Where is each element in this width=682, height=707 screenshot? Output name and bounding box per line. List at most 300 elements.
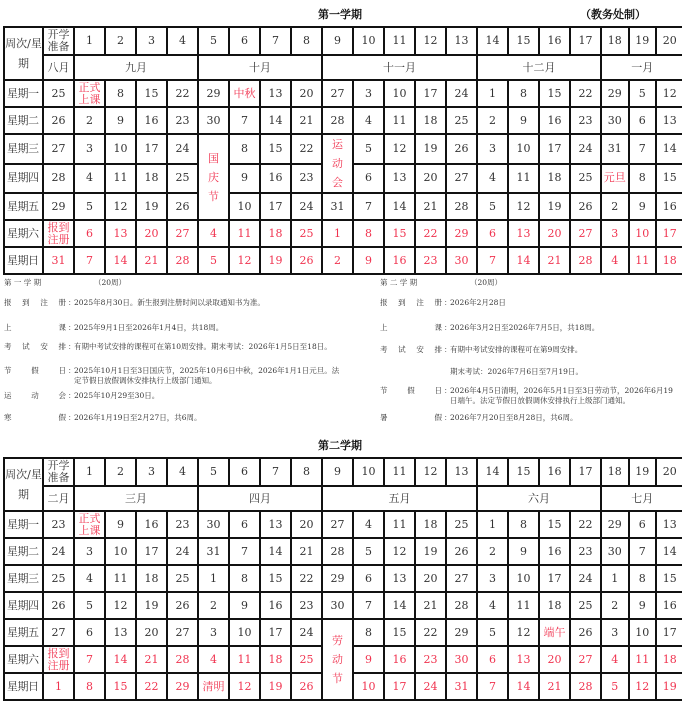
- date-cell: 6: [477, 646, 508, 673]
- date-cell: 13: [384, 164, 415, 194]
- holiday-cell: [229, 80, 260, 107]
- date-cell: 18: [136, 565, 167, 592]
- date-cell: 19: [415, 134, 446, 164]
- date-cell: 4: [74, 565, 105, 592]
- date-cell: 7: [74, 646, 105, 673]
- week-number: 3: [136, 458, 167, 486]
- holiday-cell: [198, 673, 229, 700]
- date-cell: 30: [198, 107, 229, 134]
- date-cell: 18: [415, 107, 446, 134]
- week-number: 16: [539, 27, 570, 55]
- date-cell: 11: [384, 107, 415, 134]
- date-cell: 15: [384, 619, 415, 646]
- note-row: [380, 413, 678, 423]
- date-cell: 13: [260, 511, 291, 538]
- event-cell: 报到注册: [43, 220, 74, 247]
- date-cell: 31: [446, 673, 477, 700]
- note-value: 期末考试：2026年7月6日至7月19日。: [450, 367, 583, 376]
- note-label: 上课: [380, 323, 442, 332]
- date-cell: 19: [136, 592, 167, 619]
- week-number: 17: [570, 27, 601, 55]
- notes-heading: [4, 278, 344, 288]
- date-cell: 23: [167, 511, 198, 538]
- date-cell: 24: [570, 565, 601, 592]
- date-cell: 9: [105, 107, 136, 134]
- date-cell: 21: [415, 193, 446, 220]
- date-cell: 19: [539, 193, 570, 220]
- week-number: 8: [291, 27, 322, 55]
- week-number: 2: [105, 27, 136, 55]
- date-cell: 30: [601, 538, 629, 565]
- note-row: [380, 323, 678, 333]
- date-cell: 4: [353, 511, 384, 538]
- date-cell: 15: [539, 511, 570, 538]
- note-label: 考试安排: [380, 345, 442, 354]
- date-cell: 14: [105, 646, 136, 673]
- date-cell: 22: [167, 80, 198, 107]
- date-cell: 14: [260, 538, 291, 565]
- date-cell: 5: [477, 193, 508, 220]
- date-cell: 23: [43, 511, 74, 538]
- date-cell: 18: [656, 646, 682, 673]
- date-cell: 21: [136, 646, 167, 673]
- date-cell: 5: [477, 619, 508, 646]
- date-cell: 12: [229, 673, 260, 700]
- week-number: 7: [260, 458, 291, 486]
- date-cell: 26: [291, 673, 322, 700]
- date-cell: 10: [229, 193, 260, 220]
- date-cell: 31: [322, 193, 353, 220]
- week-number: 1: [74, 458, 105, 486]
- date-cell: 4: [353, 107, 384, 134]
- date-cell: 3: [601, 619, 629, 646]
- notes-heading: [380, 278, 682, 288]
- holiday-cell: [539, 619, 570, 646]
- date-cell: 28: [570, 247, 601, 274]
- date-cell: 6: [353, 164, 384, 194]
- date-cell: 26: [570, 193, 601, 220]
- date-cell: 8: [629, 565, 657, 592]
- holiday-label: 运动会: [332, 138, 343, 189]
- note-label: 运动会: [4, 391, 66, 400]
- date-cell: 23: [291, 164, 322, 194]
- week-number: 18: [601, 458, 629, 486]
- week-number: 9: [322, 458, 353, 486]
- weekday-label: 星期三: [4, 134, 43, 164]
- date-cell: 12: [629, 673, 657, 700]
- date-cell: 16: [260, 164, 291, 194]
- weekday-label: 星期一: [4, 80, 43, 107]
- holiday-label: 元旦: [603, 171, 626, 185]
- date-cell: 3: [198, 619, 229, 646]
- date-cell: 12: [508, 193, 539, 220]
- date-cell: 10: [353, 673, 384, 700]
- date-cell: 10: [105, 134, 136, 164]
- semester2-calendar-table: [3, 457, 682, 701]
- holiday-cell: [322, 619, 353, 700]
- date-cell: 7: [629, 538, 657, 565]
- date-cell: 3: [74, 134, 105, 164]
- day-row: [4, 107, 682, 134]
- date-cell: 6: [229, 511, 260, 538]
- date-cell: 27: [43, 134, 74, 164]
- date-cell: 23: [415, 247, 446, 274]
- note-value: 2025年10月29至30日。: [74, 391, 160, 400]
- date-cell: 7: [353, 193, 384, 220]
- date-cell: 13: [105, 619, 136, 646]
- date-cell: 29: [446, 220, 477, 247]
- date-cell: 28: [167, 247, 198, 274]
- note-value: 2025年10月1日至3日国庆节，2025年10月6日中秋，2026年1月1日元旦。法定节假日放假调休安排执行上级部门通知。: [74, 366, 340, 385]
- date-cell: 26: [446, 538, 477, 565]
- weekday-label: 星期一: [4, 511, 43, 538]
- date-cell: 5: [353, 134, 384, 164]
- date-cell: 29: [167, 673, 198, 700]
- date-cell: 18: [260, 646, 291, 673]
- date-cell: 22: [570, 511, 601, 538]
- weekday-label: 星期二: [4, 107, 43, 134]
- weekday-label: 星期四: [4, 164, 43, 194]
- date-cell: 25: [291, 646, 322, 673]
- date-cell: 20: [136, 220, 167, 247]
- semester1-notes: [4, 278, 344, 428]
- date-cell: 29: [601, 80, 629, 107]
- day-row: [4, 511, 682, 538]
- week-number: 8: [291, 458, 322, 486]
- date-cell: 20: [291, 511, 322, 538]
- date-cell: 28: [446, 193, 477, 220]
- semester-name: 第 二 学 期: [380, 278, 418, 287]
- week-number: 2: [105, 458, 136, 486]
- date-cell: 16: [656, 193, 682, 220]
- weekday-label: 星期六: [4, 646, 43, 673]
- day-row: [4, 538, 682, 565]
- date-cell: 17: [260, 193, 291, 220]
- semester1-title: 第一学期: [318, 8, 362, 21]
- date-cell: 29: [198, 80, 229, 107]
- date-cell: 17: [260, 619, 291, 646]
- date-cell: 17: [656, 220, 682, 247]
- date-cell: 17: [136, 538, 167, 565]
- date-cell: 15: [384, 220, 415, 247]
- note-colon: ：: [444, 413, 452, 422]
- date-cell: 4: [601, 247, 629, 274]
- month-label: 十月: [198, 55, 322, 80]
- date-cell: 5: [353, 538, 384, 565]
- date-cell: 1: [477, 511, 508, 538]
- date-cell: 1: [198, 565, 229, 592]
- date-cell: 5: [629, 80, 657, 107]
- week-number: 20: [656, 458, 682, 486]
- date-cell: 13: [105, 220, 136, 247]
- date-cell: 17: [415, 80, 446, 107]
- note-row: [4, 298, 344, 308]
- semester-name: 第 一 学 期: [4, 278, 42, 287]
- note-value: 2025年9月1日至2026年1月4日，共18周。: [74, 323, 224, 332]
- date-cell: 5: [601, 673, 629, 700]
- date-cell: 8: [229, 134, 260, 164]
- date-cell: 2: [477, 107, 508, 134]
- date-cell: 21: [291, 538, 322, 565]
- date-cell: 29: [43, 193, 74, 220]
- week-number: 11: [384, 458, 415, 486]
- date-cell: 26: [167, 193, 198, 220]
- note-value: 2026年3月2日至2026年7月5日，共18周。: [450, 323, 600, 332]
- date-cell: 25: [446, 107, 477, 134]
- note-row: [4, 391, 344, 401]
- date-cell: 20: [539, 646, 570, 673]
- date-cell: 31: [43, 247, 74, 274]
- date-cell: 24: [570, 134, 601, 164]
- date-cell: 28: [322, 538, 353, 565]
- weekday-label: 星期六: [4, 220, 43, 247]
- date-cell: 14: [656, 538, 682, 565]
- date-cell: 16: [136, 511, 167, 538]
- weekday-label: 星期四: [4, 592, 43, 619]
- date-cell: 12: [105, 193, 136, 220]
- date-cell: 11: [384, 511, 415, 538]
- weekday-label: 星期日: [4, 673, 43, 700]
- semester-weeks: （20周）: [470, 278, 503, 287]
- date-cell: 25: [43, 565, 74, 592]
- date-cell: 29: [322, 565, 353, 592]
- date-cell: 9: [229, 164, 260, 194]
- date-cell: 12: [105, 592, 136, 619]
- date-cell: 6: [629, 511, 657, 538]
- week-number: 1: [74, 27, 105, 55]
- date-cell: 12: [656, 80, 682, 107]
- day-row: [4, 619, 682, 646]
- weekday-label: 星期五: [4, 619, 43, 646]
- week-number: 16: [539, 458, 570, 486]
- date-cell: 30: [322, 592, 353, 619]
- date-cell: 22: [136, 673, 167, 700]
- note-label: 暑假: [380, 413, 442, 422]
- date-cell: 8: [105, 80, 136, 107]
- date-cell: 4: [477, 164, 508, 194]
- week-number: 7: [260, 27, 291, 55]
- holiday-cell: [322, 134, 353, 193]
- date-cell: 9: [629, 193, 657, 220]
- date-cell: 8: [508, 511, 539, 538]
- day-row: [4, 80, 682, 107]
- week-number: 4: [167, 458, 198, 486]
- date-cell: 2: [74, 107, 105, 134]
- date-cell: 15: [539, 80, 570, 107]
- date-cell: 21: [539, 673, 570, 700]
- date-cell: 24: [446, 80, 477, 107]
- date-cell: 9: [105, 511, 136, 538]
- date-cell: 27: [322, 80, 353, 107]
- week-number: 4: [167, 27, 198, 55]
- date-cell: 16: [539, 107, 570, 134]
- holiday-label: 国庆节: [208, 151, 219, 203]
- week-number: 6: [229, 27, 260, 55]
- note-value: 2026年1月19日至2月27日，共6周。: [74, 413, 202, 422]
- date-cell: 16: [384, 646, 415, 673]
- date-cell: 10: [629, 220, 657, 247]
- date-cell: 27: [322, 511, 353, 538]
- date-cell: 27: [446, 164, 477, 194]
- date-cell: 30: [601, 107, 629, 134]
- date-cell: 23: [167, 107, 198, 134]
- date-cell: 26: [291, 247, 322, 274]
- date-cell: 3: [601, 220, 629, 247]
- note-label: 考试安排: [4, 342, 66, 351]
- date-cell: 13: [656, 511, 682, 538]
- date-cell: 1: [43, 673, 74, 700]
- month-row: [4, 55, 682, 80]
- date-cell: 26: [446, 134, 477, 164]
- date-cell: 28: [43, 164, 74, 194]
- week-number: 11: [384, 27, 415, 55]
- week-number: 12: [415, 27, 446, 55]
- month-label: 九月: [74, 55, 198, 80]
- week-number: 13: [446, 27, 477, 55]
- date-cell: 26: [43, 592, 74, 619]
- note-label: 节假日: [380, 386, 442, 395]
- date-cell: 6: [477, 220, 508, 247]
- semester2-notes: [380, 278, 680, 428]
- date-cell: 29: [446, 619, 477, 646]
- note-label: 寒假: [4, 413, 66, 422]
- date-cell: 8: [229, 565, 260, 592]
- date-cell: 11: [629, 646, 657, 673]
- month-label: 七月: [601, 486, 682, 511]
- date-cell: 22: [291, 565, 322, 592]
- date-cell: 9: [353, 247, 384, 274]
- date-cell: 5: [198, 247, 229, 274]
- month-label: 五月: [322, 486, 477, 511]
- note-colon: ：: [444, 298, 452, 307]
- date-cell: 21: [136, 247, 167, 274]
- date-cell: 16: [656, 592, 682, 619]
- note-row: [4, 323, 344, 333]
- week-number: 14: [477, 27, 508, 55]
- weekday-label: 星期日: [4, 247, 43, 274]
- date-cell: 6: [74, 220, 105, 247]
- note-colon: ：: [68, 342, 76, 351]
- note-colon: ：: [68, 366, 76, 375]
- date-cell: 17: [656, 619, 682, 646]
- date-cell: 19: [260, 247, 291, 274]
- month-row: [4, 486, 682, 511]
- date-cell: 4: [198, 646, 229, 673]
- month-label: 三月: [74, 486, 198, 511]
- date-cell: 11: [229, 646, 260, 673]
- date-cell: 3: [477, 134, 508, 164]
- weekday-label: 星期三: [4, 565, 43, 592]
- week-number: 15: [508, 27, 539, 55]
- week-number: 5: [198, 458, 229, 486]
- date-cell: 14: [384, 592, 415, 619]
- date-cell: 7: [229, 538, 260, 565]
- date-cell: 24: [415, 673, 446, 700]
- note-colon: ：: [444, 323, 452, 332]
- prep-week-header: 开学准备: [43, 458, 74, 486]
- date-cell: 27: [446, 565, 477, 592]
- date-cell: 17: [539, 565, 570, 592]
- note-value: 有期中考试安排的课程可在第10周安排。期末考试：2026年1月5日至18日。: [74, 342, 332, 351]
- date-cell: 31: [198, 538, 229, 565]
- date-cell: 10: [508, 565, 539, 592]
- week-header-row: [4, 458, 682, 486]
- date-cell: 9: [229, 592, 260, 619]
- note-row: [380, 386, 678, 406]
- weekday-label: 星期二: [4, 538, 43, 565]
- note-label: [380, 367, 444, 377]
- date-cell: 25: [167, 164, 198, 194]
- date-cell: 18: [136, 164, 167, 194]
- week-number: 19: [629, 27, 657, 55]
- date-cell: 18: [539, 592, 570, 619]
- weekday-label: 星期五: [4, 193, 43, 220]
- holiday-cell: [198, 134, 229, 220]
- date-cell: 8: [508, 80, 539, 107]
- date-cell: 15: [656, 164, 682, 194]
- week-number: 3: [136, 27, 167, 55]
- note-value: 2026年4月5日清明，2026年5月1日至3日劳动节，2026年6月19日端午。法定节假日放假调休安排执行上级部门通知。: [450, 386, 673, 405]
- week-number: 10: [353, 458, 384, 486]
- date-cell: 8: [74, 673, 105, 700]
- date-cell: 17: [539, 134, 570, 164]
- date-cell: 6: [629, 107, 657, 134]
- date-cell: 25: [446, 511, 477, 538]
- note-label: 报到注册: [4, 298, 66, 307]
- date-cell: 2: [601, 193, 629, 220]
- date-cell: 25: [291, 220, 322, 247]
- date-cell: 25: [167, 565, 198, 592]
- date-cell: 26: [43, 107, 74, 134]
- date-cell: 19: [136, 193, 167, 220]
- date-cell: 2: [198, 592, 229, 619]
- semester1-calendar-table: [3, 26, 682, 275]
- date-cell: 15: [260, 134, 291, 164]
- date-cell: 26: [570, 619, 601, 646]
- note-label: 上课: [4, 323, 66, 332]
- date-cell: 12: [384, 538, 415, 565]
- date-cell: 20: [415, 565, 446, 592]
- date-cell: 8: [629, 164, 657, 194]
- date-cell: 24: [43, 538, 74, 565]
- month-label: 十二月: [477, 55, 601, 80]
- date-cell: 15: [136, 80, 167, 107]
- week-number: 9: [322, 27, 353, 55]
- week-number: 19: [629, 458, 657, 486]
- date-cell: 4: [601, 646, 629, 673]
- week-number: 5: [198, 27, 229, 55]
- date-cell: 16: [136, 107, 167, 134]
- holiday-label: 端午: [543, 625, 566, 639]
- date-cell: 9: [629, 592, 657, 619]
- date-cell: 27: [167, 220, 198, 247]
- date-cell: 1: [601, 565, 629, 592]
- day-row: [4, 592, 682, 619]
- date-cell: 22: [415, 619, 446, 646]
- month-label: 十一月: [322, 55, 477, 80]
- day-row: [4, 193, 682, 220]
- date-cell: 20: [539, 220, 570, 247]
- week-number: 17: [570, 458, 601, 486]
- date-cell: 4: [198, 220, 229, 247]
- date-cell: 10: [629, 619, 657, 646]
- month-label: 四月: [198, 486, 322, 511]
- holiday-label: 正式上课: [78, 80, 101, 106]
- date-cell: 28: [167, 646, 198, 673]
- date-cell: 13: [260, 80, 291, 107]
- note-colon: ：: [68, 298, 76, 307]
- date-cell: 18: [539, 164, 570, 194]
